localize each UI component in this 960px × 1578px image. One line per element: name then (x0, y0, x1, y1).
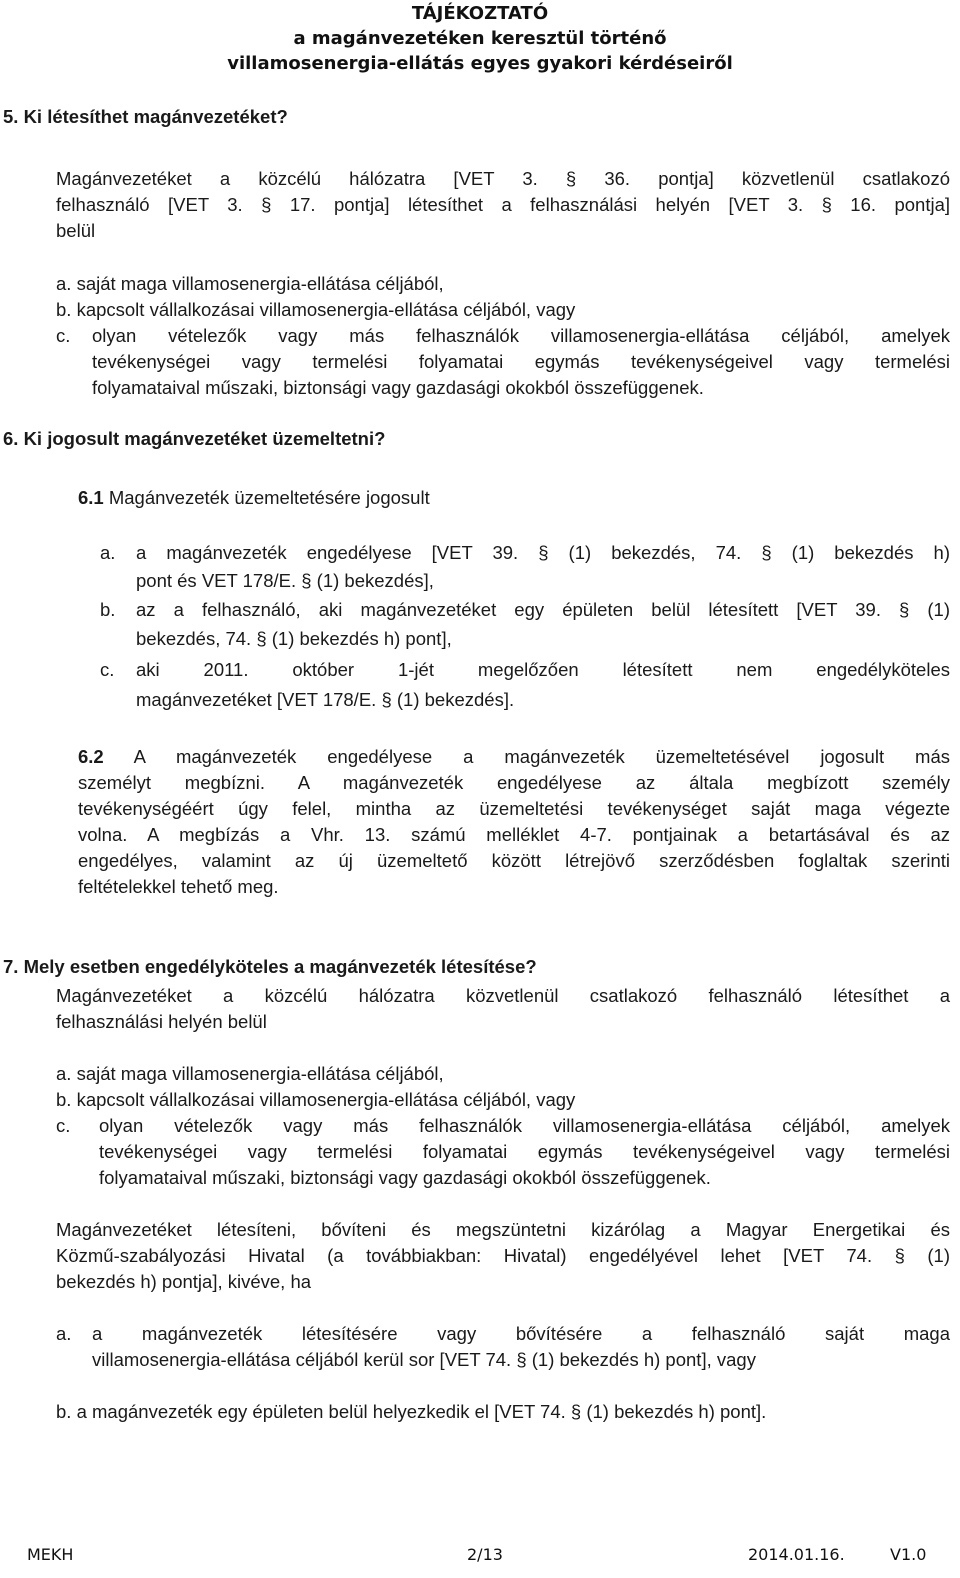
section-7-para1-line1: Magánvezetéket a közcélú hálózatra közvetlenül csatlakozó felhasználó létesíthet a (56, 985, 950, 1006)
document-title: TÁJÉKOZTATÓ (411, 3, 549, 24)
section-5-para-line2: felhasználó [VET 3. § 17. pontja] létesíthet a felhasználási helyén [VET 3. § 16. pontja] (56, 194, 950, 215)
section-7-para2-line1: Magánvezetéket létesíteni, bővíteni és megszüntetni kizárólag a Magyar Energetikai és (56, 1219, 950, 1240)
section-5-para-line3: belül (56, 220, 96, 241)
section-6-item-b-label: b. (100, 599, 116, 620)
subsection-6-2-line6: feltételekkel tehető meg. (78, 876, 279, 897)
section-6-item-a-label: a. (100, 542, 116, 563)
section-6-item-c-line1: aki 2011. október 1-jét megelőzően létesített nem engedélyköteles (136, 659, 950, 680)
document-subtitle-line1: a magánvezetéken keresztül történő (293, 28, 667, 49)
section-6-item-b-line2: bekezdés, 74. § (1) bekezdés h) pont], (136, 628, 452, 649)
section-6-heading: 6. Ki jogosult magánvezetéket üzemeltetni? (3, 428, 386, 449)
section-7-item-c-label: c. (56, 1115, 71, 1136)
footer-organization: MEKH (27, 1545, 74, 1564)
subsection-6-2-line3: tevékenységéért úgy felel, mintha az üzemeltetési tevékenységet saját maga végezte (78, 798, 950, 819)
section-5-heading: 5. Ki létesíthet magánvezetéket? (3, 106, 288, 127)
section-7-item-c-line1: olyan vételezők vagy más felhasználók villamosenergia-ellátása céljából, amelyek (99, 1115, 950, 1136)
subsection-6-2-line5: engedélyes, valamint az új üzemeltető között létrejövő szerződésben foglaltak szerinti (78, 850, 950, 871)
section-7-item-c-line2: tevékenységei vagy termelési folyamatai egymás tevékenységeivel vagy termelési (99, 1141, 950, 1162)
section-7-exception-a-label: a. (56, 1323, 72, 1344)
subsection-6-1-heading: 6.1 Magánvezeték üzemeltetésére jogosult (78, 487, 430, 508)
section-5-item-c-line3: folyamataival műszaki, biztonsági vagy gazdasági okokból összefüggenek. (92, 377, 704, 398)
footer-date: 2014.01.16. (748, 1545, 845, 1564)
section-7-exception-a-line2: villamosenergia-ellátása céljából kerül sor [VET 74. § (1) bekezdés h) pont], vagy (92, 1349, 756, 1370)
section-7-item-c-line3: folyamataival műszaki, biztonsági vagy gazdasági okokból összefüggenek. (99, 1167, 711, 1188)
section-7-item-a: a. saját maga villamosenergia-ellátása céljából, (56, 1063, 444, 1084)
section-5-item-c-line2: tevékenységei vagy termelési folyamatai egymás tevékenységeivel vagy termelési (92, 351, 950, 372)
section-6-item-c-label: c. (100, 659, 115, 680)
section-7-exception-b: b. a magánvezeték egy épületen belül helyezkedik el [VET 74. § (1) bekezdés h) pont]. (56, 1401, 767, 1422)
section-7-para2-line3: bekezdés h) pontja], kivéve, ha (56, 1271, 312, 1292)
subsection-6-2-line2: személyt megbízni. A magánvezeték engedélyese az általa megbízott személy (78, 772, 950, 793)
section-5-item-b: b. kapcsolt vállalkozásai villamosenergia-ellátása céljából, vagy (56, 299, 576, 320)
section-7-exception-a-line1: a magánvezeték létesítésére vagy bővítésére a felhasználó saját maga (92, 1323, 950, 1344)
section-7-item-b: b. kapcsolt vállalkozásai villamosenergia-ellátása céljából, vagy (56, 1089, 576, 1110)
footer-version: V1.0 (890, 1545, 927, 1564)
section-6-item-a-line2: pont és VET 178/E. § (1) bekezdés], (136, 570, 434, 591)
section-6-item-b-line1: az a felhasználó, aki magánvezetéket egy épületen belül létesített [VET 39. § (1) (136, 599, 950, 620)
section-5-para-line1: Magánvezetéket a közcélú hálózatra [VET 3. § 36. pontja] közvetlenül csatlakozó (56, 168, 950, 189)
section-5-item-c-line1: olyan vételezők vagy más felhasználók villamosenergia-ellátása céljából, amelyek (92, 325, 950, 346)
section-5-item-c-label: c. (56, 325, 71, 346)
section-7-heading: 7. Mely esetben engedélyköteles a magánvezeték létesítése? (3, 956, 537, 977)
footer-page-number: 2/13 (467, 1545, 503, 1564)
section-5-item-a: a. saját maga villamosenergia-ellátása céljából, (56, 273, 444, 294)
section-6-item-c-line2: magánvezetéket [VET 178/E. § (1) bekezdés]. (136, 689, 515, 710)
subsection-6-2-line4: volna. A megbízás a Vhr. 13. számú melléklet 4-7. pontjainak a betartásával és az (78, 824, 950, 845)
section-7-para2-line2: Közmű-szabályozási Hivatal (a továbbiakban: Hivatal) engedélyével lehet [VET 74. § (1) (56, 1245, 950, 1266)
section-7-para1-line2: felhasználási helyén belül (56, 1011, 267, 1032)
document-subtitle-line2: villamosenergia-ellátás egyes gyakori kérdéseiről (227, 53, 733, 74)
subsection-6-2-line1: 6.2 A magánvezeték engedélyese a magánvezeték üzemeltetésével jogosult más (78, 746, 950, 767)
section-6-item-a-line1: a magánvezeték engedélyese [VET 39. § (1) bekezdés, 74. § (1) bekezdés h) (136, 542, 950, 563)
